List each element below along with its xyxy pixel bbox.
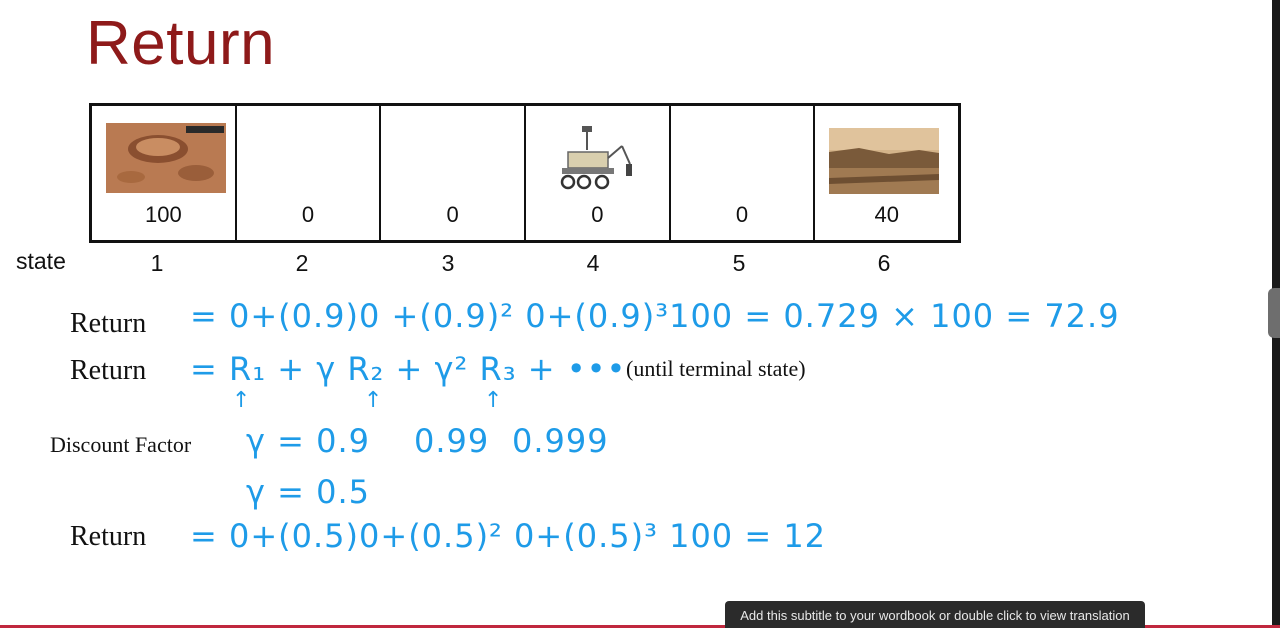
arrow-icon: ↑ bbox=[364, 388, 384, 413]
mars-landscape-icon bbox=[829, 128, 939, 194]
side-panel-handle[interactable] bbox=[1268, 288, 1280, 338]
state-number: 2 bbox=[295, 250, 309, 276]
reward-value: 0 bbox=[301, 202, 315, 227]
state-number: 1 bbox=[150, 250, 164, 276]
state-number: 6 bbox=[877, 250, 891, 276]
state-cell-2 bbox=[237, 106, 382, 240]
rover-icon bbox=[560, 124, 636, 196]
state-number: 5 bbox=[732, 250, 746, 276]
gamma-value: γ = 0.9 bbox=[246, 422, 370, 460]
state-cell-6 bbox=[815, 106, 958, 240]
state-number: 3 bbox=[441, 250, 455, 276]
gamma-alt-value: 0.99 bbox=[414, 422, 490, 460]
slide-title: Return bbox=[86, 9, 276, 78]
return-label: Return bbox=[70, 308, 147, 339]
reward-value: 40 bbox=[874, 202, 899, 227]
return-label: Return bbox=[70, 355, 147, 386]
state-grid bbox=[89, 103, 961, 243]
reward-value: 0 bbox=[446, 202, 459, 227]
state-cell-1 bbox=[92, 106, 237, 240]
reward-value: 100 bbox=[144, 202, 182, 227]
subtitle-hint-bar[interactable]: Add this subtitle to your wordbook or double click to view translation bbox=[725, 601, 1145, 628]
arrow-icon: ↑ bbox=[484, 388, 504, 413]
state-cell-5 bbox=[671, 106, 816, 240]
gamma-alt-value: 0.999 bbox=[512, 422, 609, 460]
arrow-icon: ↑ bbox=[232, 388, 252, 413]
return-calculation-0.9: = 0+(0.9)0 +(0.9)² 0+(0.9)³100 = 0.729 × 100 = 72.9 bbox=[190, 297, 1120, 335]
state-axis-label: state bbox=[16, 248, 66, 274]
return-calculation-0.5: = 0+(0.5)0+(0.5)² 0+(0.5)³ 100 = 12 bbox=[190, 517, 827, 555]
reward-value: 0 bbox=[591, 202, 604, 227]
return-label: Return bbox=[70, 521, 147, 552]
reward-value: 0 bbox=[735, 202, 749, 227]
state-cell-3 bbox=[381, 106, 526, 240]
terminal-state-note: (until terminal state) bbox=[626, 356, 806, 381]
state-cell-4 bbox=[526, 106, 671, 240]
state-number: 4 bbox=[586, 250, 600, 276]
gamma-value: γ = 0.5 bbox=[246, 473, 370, 511]
mars-crater-icon bbox=[106, 123, 226, 193]
return-formula: = R₁ + γ R₂ + γ² R₃ + ••• bbox=[190, 350, 627, 388]
discount-factor-label: Discount Factor bbox=[50, 432, 192, 457]
